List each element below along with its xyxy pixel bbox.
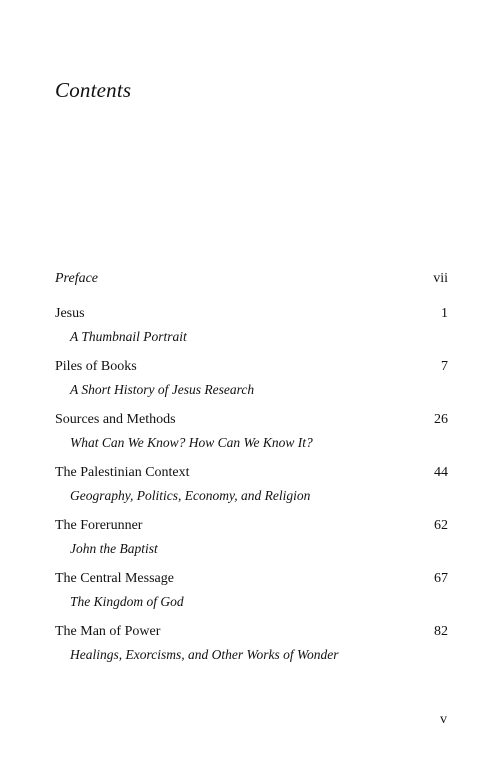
toc-entry-page: 1: [441, 306, 448, 321]
toc-entry: [55, 270, 448, 288]
toc-entry-page: 44: [434, 465, 448, 480]
toc-entry-title: The Forerunner: [55, 518, 143, 533]
toc-entry: [55, 358, 448, 399]
toc-entry-subtitle: Healings, Exorcisms, and Other Works of Wonder: [70, 647, 339, 662]
toc-entry-subtitle: A Short History of Jesus Research: [70, 382, 255, 397]
toc-entry-title: Piles of Books: [55, 359, 137, 374]
toc-entry-title: The Man of Power: [55, 624, 161, 639]
toc-entry-page: vii: [433, 271, 448, 286]
toc-entry-title: Sources and Methods: [55, 412, 176, 427]
toc-entry-subtitle: The Kingdom of God: [70, 594, 184, 609]
toc-entry: [55, 305, 448, 346]
toc-entry: [55, 623, 448, 664]
toc-entry-title: The Palestinian Context: [55, 465, 190, 480]
toc-entry-title: The Central Message: [55, 571, 174, 586]
toc-entry-page: 26: [434, 412, 448, 427]
toc-entry-subtitle: John the Baptist: [70, 541, 158, 556]
toc-entry-subtitle: What Can We Know? How Can We Know It?: [70, 435, 313, 450]
toc-entry-page: 62: [434, 518, 448, 533]
toc-entry-page: 82: [434, 624, 448, 639]
toc-entry-subtitle: Geography, Politics, Economy, and Religion: [70, 488, 311, 503]
toc-entry-title: Preface: [55, 271, 99, 286]
page-number: v: [440, 712, 447, 727]
toc-entry-page: 67: [434, 571, 448, 586]
toc-entry: [55, 411, 448, 452]
toc-entry-subtitle: A Thumbnail Portrait: [70, 329, 187, 344]
toc-entry: [55, 517, 448, 558]
toc-entry-page: 7: [441, 359, 448, 374]
page-title: Contents: [55, 78, 132, 102]
table-of-contents: [55, 270, 448, 664]
toc-entry: [55, 464, 448, 505]
toc-entry: [55, 570, 448, 611]
toc-entry-title: Jesus: [55, 306, 85, 321]
